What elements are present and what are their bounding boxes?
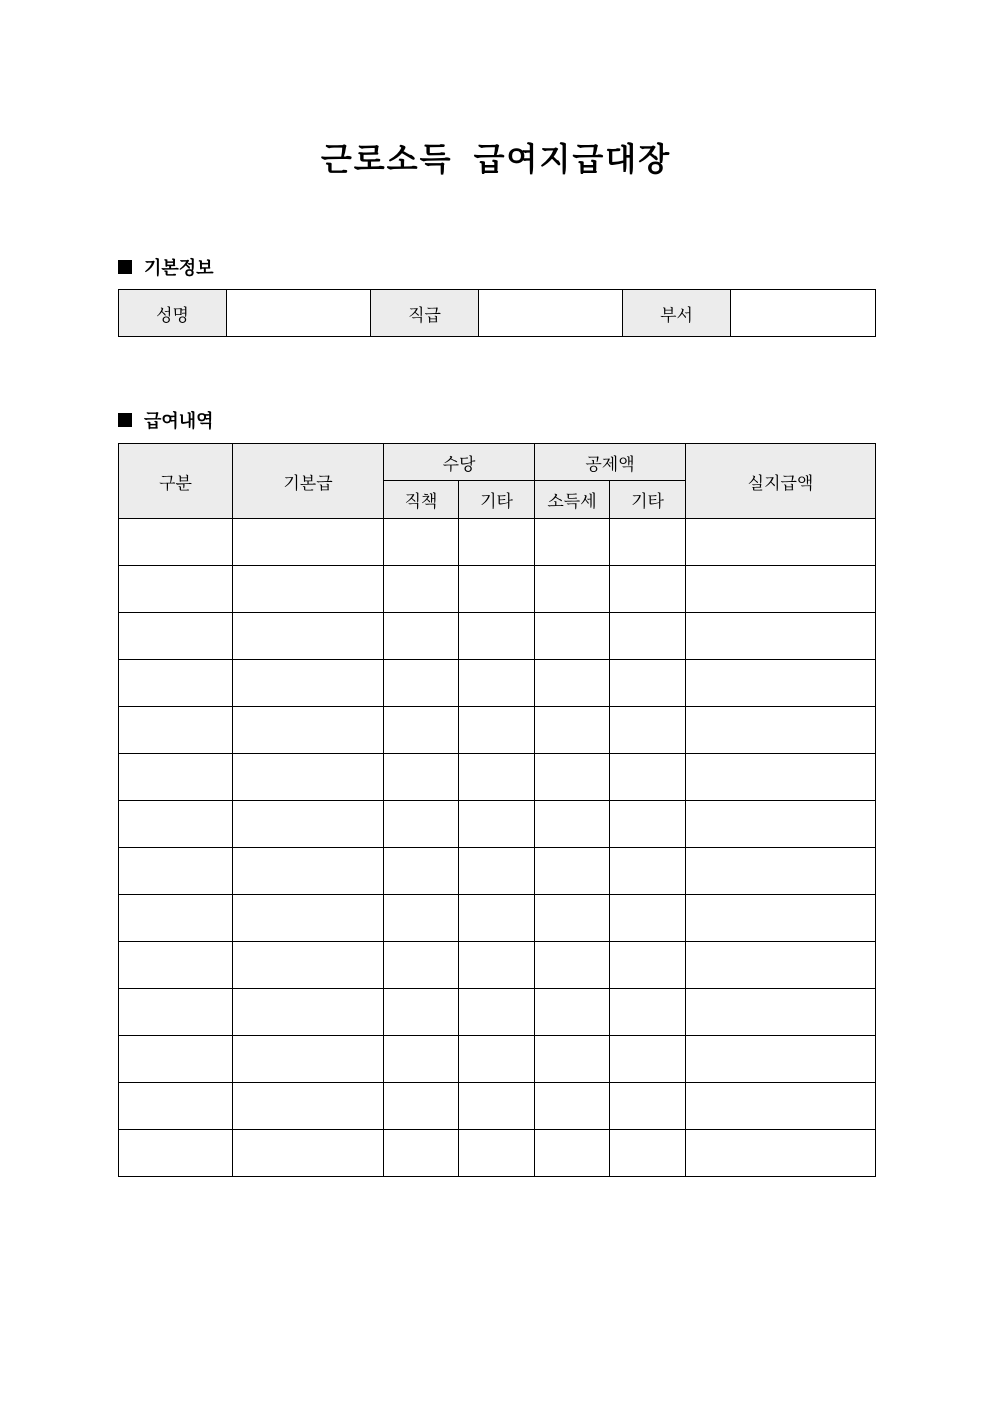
base-pay-cell[interactable] — [233, 848, 384, 895]
table-row — [119, 1130, 876, 1177]
base-pay-cell[interactable] — [233, 989, 384, 1036]
allowance-header: 수당 — [384, 444, 535, 481]
income-tax-cell[interactable] — [535, 1036, 610, 1083]
department-label: 부서 — [623, 290, 731, 337]
deduction-other-cell[interactable] — [610, 1130, 686, 1177]
deduction-other-cell[interactable] — [610, 989, 686, 1036]
income-tax-header: 소득세 — [535, 481, 610, 519]
net-pay-cell[interactable] — [686, 519, 876, 566]
income-tax-cell[interactable] — [535, 1130, 610, 1177]
name-label: 성명 — [119, 290, 227, 337]
allowance-other-cell[interactable] — [459, 519, 535, 566]
category-cell[interactable] — [119, 613, 233, 660]
base-pay-cell[interactable] — [233, 519, 384, 566]
table-row — [119, 1083, 876, 1130]
allowance-other-cell[interactable] — [459, 707, 535, 754]
allowance-position-cell[interactable] — [384, 989, 459, 1036]
category-cell[interactable] — [119, 754, 233, 801]
table-row — [119, 848, 876, 895]
net-pay-cell[interactable] — [686, 1083, 876, 1130]
net-pay-cell[interactable] — [686, 801, 876, 848]
net-pay-cell[interactable] — [686, 848, 876, 895]
net-pay-cell[interactable] — [686, 989, 876, 1036]
basic-info-heading-label: 기본정보 — [144, 258, 214, 279]
income-tax-cell[interactable] — [535, 754, 610, 801]
deduction-other-cell[interactable] — [610, 895, 686, 942]
net-pay-cell[interactable] — [686, 707, 876, 754]
category-cell[interactable] — [119, 566, 233, 613]
name-field[interactable] — [227, 290, 371, 337]
base-pay-cell[interactable] — [233, 754, 384, 801]
deduction-other-cell[interactable] — [610, 519, 686, 566]
net-pay-cell[interactable] — [686, 660, 876, 707]
base-pay-cell[interactable] — [233, 1130, 384, 1177]
deduction-other-cell[interactable] — [610, 801, 686, 848]
position-label: 직급 — [371, 290, 479, 337]
category-cell[interactable] — [119, 519, 233, 566]
deduction-other-cell[interactable] — [610, 707, 686, 754]
net-pay-cell[interactable] — [686, 895, 876, 942]
allowance-other-cell[interactable] — [459, 942, 535, 989]
net-pay-cell[interactable] — [686, 1036, 876, 1083]
table-row — [119, 519, 876, 566]
net-pay-cell[interactable] — [686, 1130, 876, 1177]
category-cell[interactable] — [119, 1036, 233, 1083]
deduction-other-cell[interactable] — [610, 566, 686, 613]
category-header: 구분 — [119, 444, 233, 519]
allowance-other-cell[interactable] — [459, 754, 535, 801]
pay-details-table — [118, 443, 876, 1177]
allowance-position-cell[interactable] — [384, 566, 459, 613]
allowance-position-header: 직책 — [384, 481, 459, 519]
category-cell[interactable] — [119, 942, 233, 989]
table-row — [119, 1036, 876, 1083]
square-bullet-icon — [118, 413, 132, 427]
allowance-other-cell[interactable] — [459, 660, 535, 707]
table-row — [119, 566, 876, 613]
table-row — [119, 895, 876, 942]
allowance-position-cell[interactable] — [384, 754, 459, 801]
table-row — [119, 754, 876, 801]
deduction-header: 공제액 — [535, 444, 686, 481]
category-cell[interactable] — [119, 660, 233, 707]
deduction-other-cell[interactable] — [610, 1036, 686, 1083]
base-pay-cell[interactable] — [233, 707, 384, 754]
net-pay-cell[interactable] — [686, 613, 876, 660]
allowance-other-cell[interactable] — [459, 848, 535, 895]
allowance-other-header: 기타 — [459, 481, 535, 519]
allowance-other-cell[interactable] — [459, 1130, 535, 1177]
category-cell[interactable] — [119, 801, 233, 848]
allowance-position-cell[interactable] — [384, 1036, 459, 1083]
basic-info-table — [118, 289, 876, 337]
allowance-position-cell[interactable] — [384, 942, 459, 989]
pay-details-heading-label: 급여내역 — [144, 411, 214, 432]
deduction-other-cell[interactable] — [610, 613, 686, 660]
category-cell[interactable] — [119, 707, 233, 754]
allowance-position-cell[interactable] — [384, 707, 459, 754]
table-row — [119, 707, 876, 754]
document-title: 근로소득 급여지급대장 — [320, 140, 672, 178]
income-tax-cell[interactable] — [535, 1083, 610, 1130]
base-pay-cell[interactable] — [233, 566, 384, 613]
category-cell[interactable] — [119, 895, 233, 942]
table-row — [119, 989, 876, 1036]
allowance-position-cell[interactable] — [384, 1083, 459, 1130]
category-cell[interactable] — [119, 1130, 233, 1177]
base-pay-cell[interactable] — [233, 801, 384, 848]
deduction-other-header: 기타 — [610, 481, 686, 519]
allowance-other-cell[interactable] — [459, 895, 535, 942]
base-pay-cell[interactable] — [233, 895, 384, 942]
category-cell[interactable] — [119, 848, 233, 895]
allowance-other-cell[interactable] — [459, 989, 535, 1036]
allowance-position-cell[interactable] — [384, 801, 459, 848]
income-tax-cell[interactable] — [535, 895, 610, 942]
pay-details-heading — [118, 407, 214, 433]
allowance-position-cell[interactable] — [384, 660, 459, 707]
position-field[interactable] — [479, 290, 623, 337]
deduction-other-cell[interactable] — [610, 848, 686, 895]
income-tax-cell[interactable] — [535, 519, 610, 566]
income-tax-cell[interactable] — [535, 942, 610, 989]
base-pay-cell[interactable] — [233, 613, 384, 660]
income-tax-cell[interactable] — [535, 989, 610, 1036]
allowance-position-cell[interactable] — [384, 848, 459, 895]
net-pay-header: 실지급액 — [686, 444, 876, 519]
deduction-other-cell[interactable] — [610, 754, 686, 801]
allowance-position-cell[interactable] — [384, 895, 459, 942]
square-bullet-icon — [118, 260, 132, 274]
net-pay-cell[interactable] — [686, 754, 876, 801]
basic-info-heading — [118, 254, 214, 280]
allowance-position-cell[interactable] — [384, 1130, 459, 1177]
table-row — [119, 942, 876, 989]
base-pay-cell[interactable] — [233, 1036, 384, 1083]
department-field[interactable] — [731, 290, 876, 337]
income-tax-cell[interactable] — [535, 660, 610, 707]
net-pay-cell[interactable] — [686, 566, 876, 613]
income-tax-cell[interactable] — [535, 801, 610, 848]
allowance-other-cell[interactable] — [459, 801, 535, 848]
base-pay-cell[interactable] — [233, 1083, 384, 1130]
deduction-other-cell[interactable] — [610, 942, 686, 989]
base-pay-cell[interactable] — [233, 942, 384, 989]
allowance-other-cell[interactable] — [459, 613, 535, 660]
category-cell[interactable] — [119, 1083, 233, 1130]
income-tax-cell[interactable] — [535, 613, 610, 660]
table-row — [119, 660, 876, 707]
allowance-position-cell[interactable] — [384, 613, 459, 660]
allowance-other-cell[interactable] — [459, 1036, 535, 1083]
table-row — [119, 801, 876, 848]
deduction-other-cell[interactable] — [610, 660, 686, 707]
net-pay-cell[interactable] — [686, 942, 876, 989]
allowance-other-cell[interactable] — [459, 566, 535, 613]
income-tax-cell[interactable] — [535, 848, 610, 895]
income-tax-cell[interactable] — [535, 707, 610, 754]
table-row — [119, 613, 876, 660]
base-pay-header: 기본급 — [233, 444, 384, 519]
category-cell[interactable] — [119, 989, 233, 1036]
allowance-position-cell[interactable] — [384, 519, 459, 566]
base-pay-cell[interactable] — [233, 660, 384, 707]
income-tax-cell[interactable] — [535, 566, 610, 613]
allowance-other-cell[interactable] — [459, 1083, 535, 1130]
deduction-other-cell[interactable] — [610, 1083, 686, 1130]
